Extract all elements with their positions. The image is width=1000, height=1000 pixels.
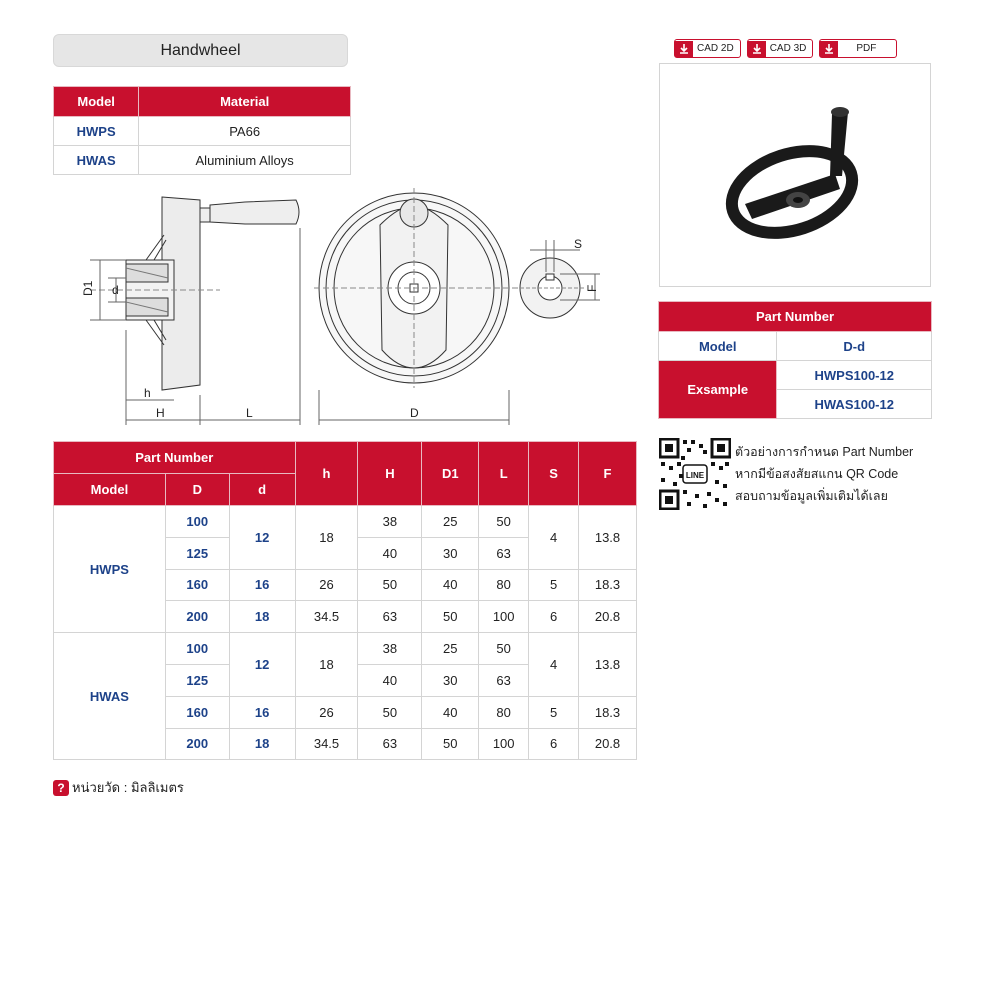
- spec-cell-d: 16: [229, 569, 295, 601]
- cad-3d-label: CAD 3D: [769, 43, 807, 54]
- spec-col-H: H: [358, 442, 422, 506]
- pn-example-label: Exsample: [659, 361, 777, 419]
- spec-cell-d: 16: [229, 696, 295, 728]
- spec-col-F: F: [579, 442, 637, 506]
- qr-line: หากมีข้อสงสัยสแกน QR Code: [735, 467, 899, 481]
- spec-table: [53, 441, 637, 760]
- spec-cell-H: 38: [358, 506, 422, 538]
- cad-2d-label: CAD 2D: [697, 43, 734, 54]
- line-qr-code[interactable]: [659, 438, 731, 510]
- spec-cell-H: 40: [358, 537, 422, 569]
- dim-label-F: F: [585, 284, 599, 292]
- spec-cell-h: 26: [295, 696, 358, 728]
- spec-col-L: L: [479, 442, 529, 506]
- product-photo: [659, 63, 931, 287]
- pn-example-value: HWAS100-12: [777, 390, 932, 419]
- spec-cell-D: 100: [165, 633, 229, 665]
- spec-part-number-header: Part Number: [54, 442, 296, 474]
- technical-drawing: [60, 180, 640, 430]
- spec-cell-L: 63: [479, 537, 529, 569]
- material-table: [53, 86, 351, 175]
- spec-cell-S: 5: [529, 696, 579, 728]
- spec-cell-L: 100: [479, 728, 529, 760]
- spec-cell-D1: 30: [422, 537, 479, 569]
- spec-cell-L: 80: [479, 569, 529, 601]
- page-title: Handwheel: [53, 34, 348, 67]
- spec-cell-D: 100: [165, 506, 229, 538]
- spec-cell-D1: 50: [422, 728, 479, 760]
- table-row: [659, 361, 932, 390]
- spec-cell-D: 200: [165, 601, 229, 633]
- spec-cell-S: 6: [529, 728, 579, 760]
- download-bar: [674, 39, 897, 58]
- spec-cell-S: 4: [529, 506, 579, 570]
- spec-cell-L: 63: [479, 664, 529, 696]
- cad-3d-button[interactable]: [747, 39, 814, 58]
- question-icon: ?: [53, 780, 69, 796]
- spec-cell-d: 12: [229, 633, 295, 697]
- spec-cell-F: 18.3: [579, 569, 637, 601]
- spec-cell-D1: 40: [422, 569, 479, 601]
- spec-cell-F: 13.8: [579, 506, 637, 570]
- spec-cell-h: 34.5: [295, 601, 358, 633]
- pn-header: Part Number: [659, 302, 932, 332]
- dim-label-H: H: [156, 406, 165, 420]
- download-icon: [675, 41, 693, 57]
- side-view: [90, 197, 300, 425]
- spec-cell-F: 20.8: [579, 601, 637, 633]
- dim-label-S: S: [574, 237, 583, 251]
- hub-detail-view: [514, 240, 600, 318]
- dim-label-h: h: [144, 386, 151, 400]
- spec-cell-d: 18: [229, 728, 295, 760]
- download-icon: [748, 41, 766, 57]
- dim-label-d: d: [112, 283, 119, 297]
- dim-label-L: L: [246, 406, 253, 420]
- spec-cell-D: 200: [165, 728, 229, 760]
- spec-col-D: D: [165, 474, 229, 506]
- pdf-label: PDF: [856, 43, 877, 54]
- spec-cell-d: 12: [229, 506, 295, 570]
- pn-col-model: Model: [659, 332, 777, 361]
- pdf-button[interactable]: [819, 39, 897, 58]
- spec-col-d: d: [229, 474, 295, 506]
- spec-cell-H: 40: [358, 664, 422, 696]
- spec-cell-D: 160: [165, 696, 229, 728]
- spec-cell-S: 6: [529, 601, 579, 633]
- unit-note-text: หน่วยวัด : มิลลิเมตร: [72, 780, 184, 795]
- spec-cell-F: 20.8: [579, 728, 637, 760]
- qr-line: ตัวอย่างการกำหนด Part Number: [735, 445, 914, 459]
- spec-col-model: Model: [54, 474, 166, 506]
- front-view: [314, 188, 514, 425]
- spec-cell-d: 18: [229, 601, 295, 633]
- material-header-material: Material: [139, 87, 351, 117]
- spec-cell-h: 18: [295, 506, 358, 570]
- spec-cell-S: 4: [529, 633, 579, 697]
- spec-cell-H: 50: [358, 696, 422, 728]
- qr-instructions: [735, 441, 955, 507]
- material-model: HWAS: [54, 146, 139, 175]
- cad-2d-button[interactable]: [674, 39, 741, 58]
- material-value: Aluminium Alloys: [139, 146, 351, 175]
- spec-cell-H: 50: [358, 569, 422, 601]
- spec-col-D1: D1: [422, 442, 479, 506]
- spec-cell-H: 63: [358, 601, 422, 633]
- dim-label-D: D: [410, 406, 419, 420]
- spec-cell-H: 38: [358, 633, 422, 665]
- qr-line: สอบถามข้อมูลเพิ่มเติมได้เลย: [735, 489, 888, 503]
- table-row: [54, 146, 351, 175]
- spec-col-S: S: [529, 442, 579, 506]
- spec-cell-L: 50: [479, 506, 529, 538]
- spec-cell-L: 50: [479, 633, 529, 665]
- qr-badge-label: LINE: [685, 471, 705, 480]
- spec-cell-h: 26: [295, 569, 358, 601]
- table-row: [54, 117, 351, 146]
- spec-cell-H: 63: [358, 728, 422, 760]
- pn-col-dd: D-d: [777, 332, 932, 361]
- handwheel-image: [660, 64, 930, 286]
- spec-model: HWAS: [54, 633, 166, 760]
- spec-cell-D1: 50: [422, 601, 479, 633]
- pn-example-value: HWPS100-12: [777, 361, 932, 390]
- qr-code-icon: [659, 438, 731, 510]
- spec-cell-L: 80: [479, 696, 529, 728]
- spec-cell-D1: 40: [422, 696, 479, 728]
- spec-col-h: h: [295, 442, 358, 506]
- spec-cell-h: 18: [295, 633, 358, 697]
- dim-label-D1: D1: [81, 280, 95, 296]
- spec-cell-h: 34.5: [295, 728, 358, 760]
- spec-model: HWPS: [54, 506, 166, 633]
- spec-cell-F: 13.8: [579, 633, 637, 697]
- spec-cell-D1: 25: [422, 506, 479, 538]
- spec-cell-D1: 30: [422, 664, 479, 696]
- spec-cell-D1: 25: [422, 633, 479, 665]
- spec-cell-F: 18.3: [579, 696, 637, 728]
- table-row: [54, 506, 637, 538]
- spec-cell-S: 5: [529, 569, 579, 601]
- material-header-model: Model: [54, 87, 139, 117]
- unit-note: [53, 777, 184, 798]
- download-icon: [820, 41, 838, 57]
- spec-cell-D: 160: [165, 569, 229, 601]
- spec-cell-D: 125: [165, 537, 229, 569]
- spec-cell-L: 100: [479, 601, 529, 633]
- table-row: [54, 633, 637, 665]
- part-number-example-table: [658, 301, 932, 419]
- spec-cell-D: 125: [165, 664, 229, 696]
- material-value: PA66: [139, 117, 351, 146]
- material-model: HWPS: [54, 117, 139, 146]
